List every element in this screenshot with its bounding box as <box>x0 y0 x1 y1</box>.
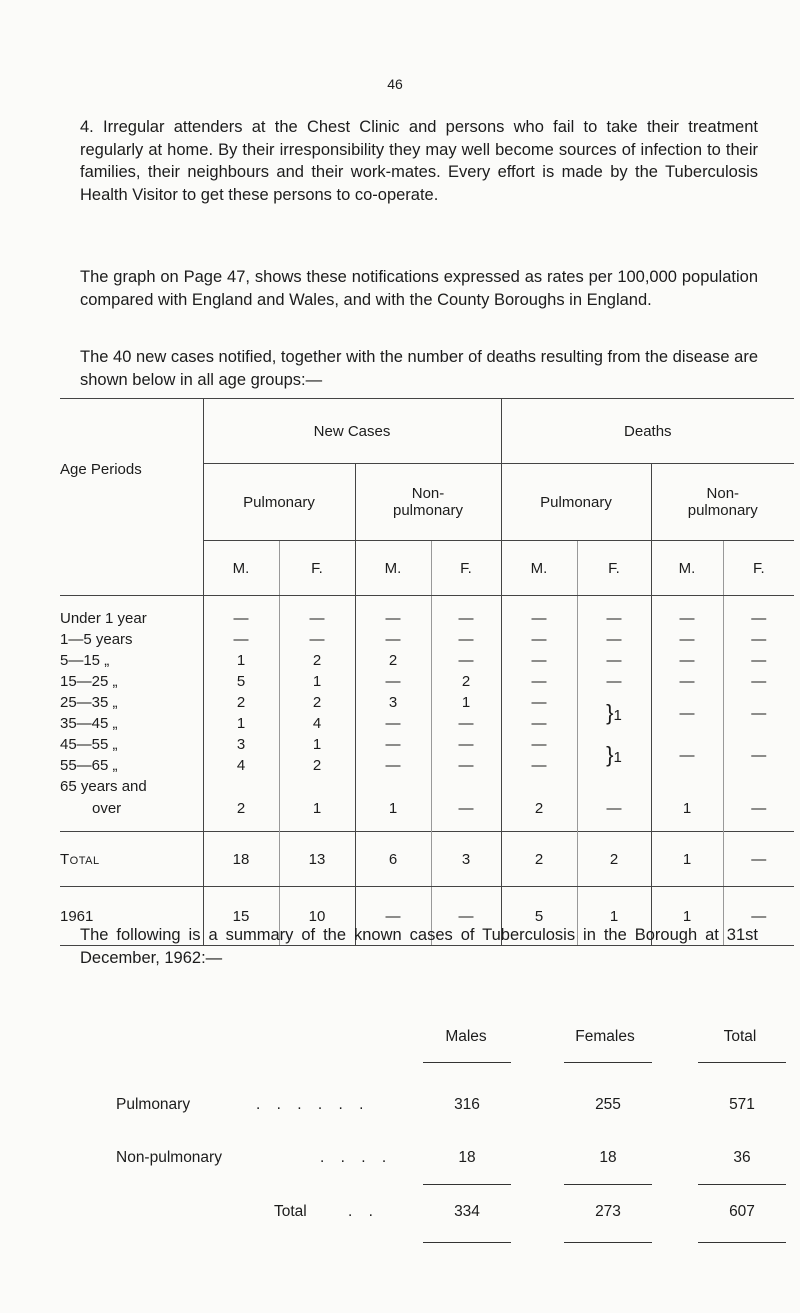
table-cell: 1 <box>279 734 355 755</box>
sex-header: F. <box>577 541 651 596</box>
table-cell: 1 <box>651 832 723 887</box>
deaths-non-pulmonary-header: Non- pulmonary <box>651 464 794 541</box>
table-cell: 1 <box>355 797 431 819</box>
merged-cell: — <box>651 692 723 734</box>
leader-dots: . . . . <box>320 1149 393 1166</box>
table-cell: — <box>723 797 794 819</box>
summary-header-females: Females <box>575 1028 635 1045</box>
age-label: 35—45 „ <box>60 715 118 732</box>
table-cell: — <box>577 671 651 692</box>
age-label: 25—35 „ <box>60 694 118 711</box>
summary-cell: 36 <box>733 1149 751 1166</box>
table-cell: — <box>651 650 723 671</box>
total-label: Total <box>60 832 203 887</box>
table-cell: — <box>577 650 651 671</box>
table-cell: — <box>355 671 431 692</box>
table-cell: — <box>279 596 355 630</box>
table-cell: 18 <box>203 832 279 887</box>
table-cell: — <box>651 629 723 650</box>
rule <box>698 1062 786 1063</box>
table-cell: 1 <box>651 797 723 819</box>
table-cell: 3 <box>203 734 279 755</box>
table-cell: 2 <box>279 692 355 713</box>
table-cell: — <box>501 713 577 734</box>
brace-icon: } <box>606 741 614 767</box>
table-row <box>60 596 794 630</box>
table-cell: — <box>501 734 577 755</box>
merged-cell: — <box>651 734 723 776</box>
age-label: 55—65 „ <box>60 757 118 774</box>
table-cell: — <box>723 629 794 650</box>
merged-cell: — <box>723 692 794 734</box>
age-label: 45—55 „ <box>60 736 118 753</box>
summary-header-total: Total <box>723 1028 757 1045</box>
table-cell: — <box>723 671 794 692</box>
rule <box>564 1242 652 1243</box>
age-label: Under 1 year <box>60 610 147 627</box>
table-cell: — <box>723 650 794 671</box>
summary-label-pulmonary: Pulmonary <box>116 1096 191 1113</box>
table-cell: — <box>577 629 651 650</box>
table-cell: — <box>279 629 355 650</box>
table-cell: — <box>651 671 723 692</box>
rule <box>423 1062 511 1063</box>
paragraph-new-cases-intro: The 40 new cases notified, together with the number of deaths resulting from the disease are shown below in all age groups:— <box>80 348 758 389</box>
table-row <box>60 734 794 755</box>
table-cell: 4 <box>203 755 279 776</box>
table-cell: 1 <box>203 713 279 734</box>
summary-cell: 255 <box>595 1096 621 1113</box>
sex-header: F. <box>279 541 355 596</box>
table-cell: 1 <box>279 797 355 819</box>
table-cell: — <box>431 734 501 755</box>
table-cell: — <box>431 755 501 776</box>
summary-cell: 571 <box>729 1096 755 1113</box>
table-cell: 2 <box>501 797 577 819</box>
leader-dots: . . <box>348 1203 379 1220</box>
table-cell: 1 <box>203 650 279 671</box>
paragraph-graph-reference: The graph on Page 47, shows these notifications expressed as rates per 100,000 population compared with England and Wales, and with the County Boroughs in England. <box>80 268 758 309</box>
table-cell: — <box>355 755 431 776</box>
summary-cell: 18 <box>458 1149 476 1166</box>
sex-header: M. <box>203 541 279 596</box>
summary-label-total: Total <box>274 1203 307 1220</box>
table-cell: 1 <box>577 887 651 946</box>
table-cell: — <box>431 596 501 630</box>
age-label: 15—25 „ <box>60 673 118 690</box>
rule <box>564 1184 652 1185</box>
merged-cell: }1 <box>577 734 651 776</box>
table-cell: 4 <box>279 713 355 734</box>
summary-label-non-pulmonary: Non-pulmonary <box>116 1149 222 1166</box>
merged-cell: — <box>723 734 794 776</box>
table-cell: — <box>355 629 431 650</box>
table-cell: — <box>501 671 577 692</box>
age-label: 65 years and <box>60 778 147 795</box>
table-cell: 10 <box>279 887 355 946</box>
table-cell: 2 <box>355 650 431 671</box>
table-cell: — <box>577 797 651 819</box>
table-cell: — <box>431 713 501 734</box>
table-cell: — <box>431 629 501 650</box>
table-cell: — <box>203 629 279 650</box>
sex-header: M. <box>355 541 431 596</box>
rule <box>698 1242 786 1243</box>
table-cell: — <box>651 596 723 630</box>
brace-icon: } <box>606 699 614 725</box>
new-cases-header: New Cases <box>203 399 501 464</box>
age-label: 1—5 years <box>60 631 133 648</box>
summary-cell: 334 <box>454 1203 480 1220</box>
table-cell: — <box>203 596 279 630</box>
summary-header-males: Males <box>445 1028 487 1045</box>
table-cell: 2 <box>279 755 355 776</box>
table-row <box>60 692 794 713</box>
merged-cell: }1 <box>577 692 651 734</box>
deaths-pulmonary-header: Pulmonary <box>501 464 651 541</box>
table-cell: — <box>723 596 794 630</box>
age-label: 5—15 „ <box>60 652 110 669</box>
summary-cell: 18 <box>599 1149 617 1166</box>
table-cell: 1 <box>431 692 501 713</box>
table-cell: 3 <box>431 832 501 887</box>
table-cell: — <box>431 887 501 946</box>
rule <box>423 1242 511 1243</box>
age-periods-header: Age Periods <box>60 399 203 541</box>
age-label: over <box>92 799 122 817</box>
sex-header: M. <box>651 541 723 596</box>
table-row <box>60 797 794 819</box>
table-cell: 1 <box>279 671 355 692</box>
paragraph-irregular-attenders: 4. Irregular attenders at the Chest Clinic and persons who fail to take their treatment regularly at home. By their irresponsibility they may well become sources of infection to their families, their neighbours and their work-mates. Every effort is made by the Tuberculosis Health Visitor to get these persons to co-operate. <box>80 118 758 204</box>
sex-header: M. <box>501 541 577 596</box>
table-cell: 3 <box>355 692 431 713</box>
table-cell: 2 <box>431 671 501 692</box>
table-cell: 6 <box>355 832 431 887</box>
table-cell: — <box>355 596 431 630</box>
paragraph-summary-intro: The following is a summary of the known cases of Tuberculosis in the Borough at 31st December, 1962:— <box>80 926 758 967</box>
rule <box>423 1184 511 1185</box>
table-row <box>60 629 794 650</box>
table-cell: — <box>355 734 431 755</box>
table-cell: 2 <box>279 650 355 671</box>
table-cell: — <box>501 629 577 650</box>
sex-header: F. <box>723 541 794 596</box>
table-cell: — <box>355 713 431 734</box>
new-pulmonary-header: Pulmonary <box>203 464 355 541</box>
total-row <box>60 832 794 887</box>
table-row <box>60 671 794 692</box>
summary-cell: 607 <box>729 1203 755 1220</box>
table-cell: — <box>501 650 577 671</box>
year-label: 1961 <box>60 887 203 946</box>
table-row <box>60 776 794 797</box>
rule <box>698 1184 786 1185</box>
table-cell: — <box>501 596 577 630</box>
table-cell: 13 <box>279 832 355 887</box>
table-cell: — <box>431 650 501 671</box>
summary-cell: 316 <box>454 1096 480 1113</box>
table-cell: 5 <box>501 887 577 946</box>
sex-header: F. <box>431 541 501 596</box>
table-cell: — <box>355 887 431 946</box>
table-cell: — <box>501 692 577 713</box>
summary-cell: 273 <box>595 1203 621 1220</box>
table-cell: 2 <box>203 692 279 713</box>
table-cell: 1 <box>651 887 723 946</box>
page-number: 46 <box>387 76 403 92</box>
deaths-header: Deaths <box>501 399 794 464</box>
table-cell: — <box>501 755 577 776</box>
rule <box>564 1062 652 1063</box>
table-cell: — <box>723 832 794 887</box>
table-cell: — <box>577 596 651 630</box>
table-cell: — <box>431 797 501 819</box>
new-non-pulmonary-header: Non- pulmonary <box>355 464 501 541</box>
table-cell: 2 <box>577 832 651 887</box>
table-cell: 2 <box>203 797 279 819</box>
table-cell: 15 <box>203 887 279 946</box>
table-cell: 5 <box>203 671 279 692</box>
table-cell: — <box>723 887 794 946</box>
leader-dots: . . . . . . <box>256 1096 370 1113</box>
table-cell: 2 <box>501 832 577 887</box>
table-row <box>60 650 794 671</box>
cases-deaths-table <box>60 398 794 946</box>
